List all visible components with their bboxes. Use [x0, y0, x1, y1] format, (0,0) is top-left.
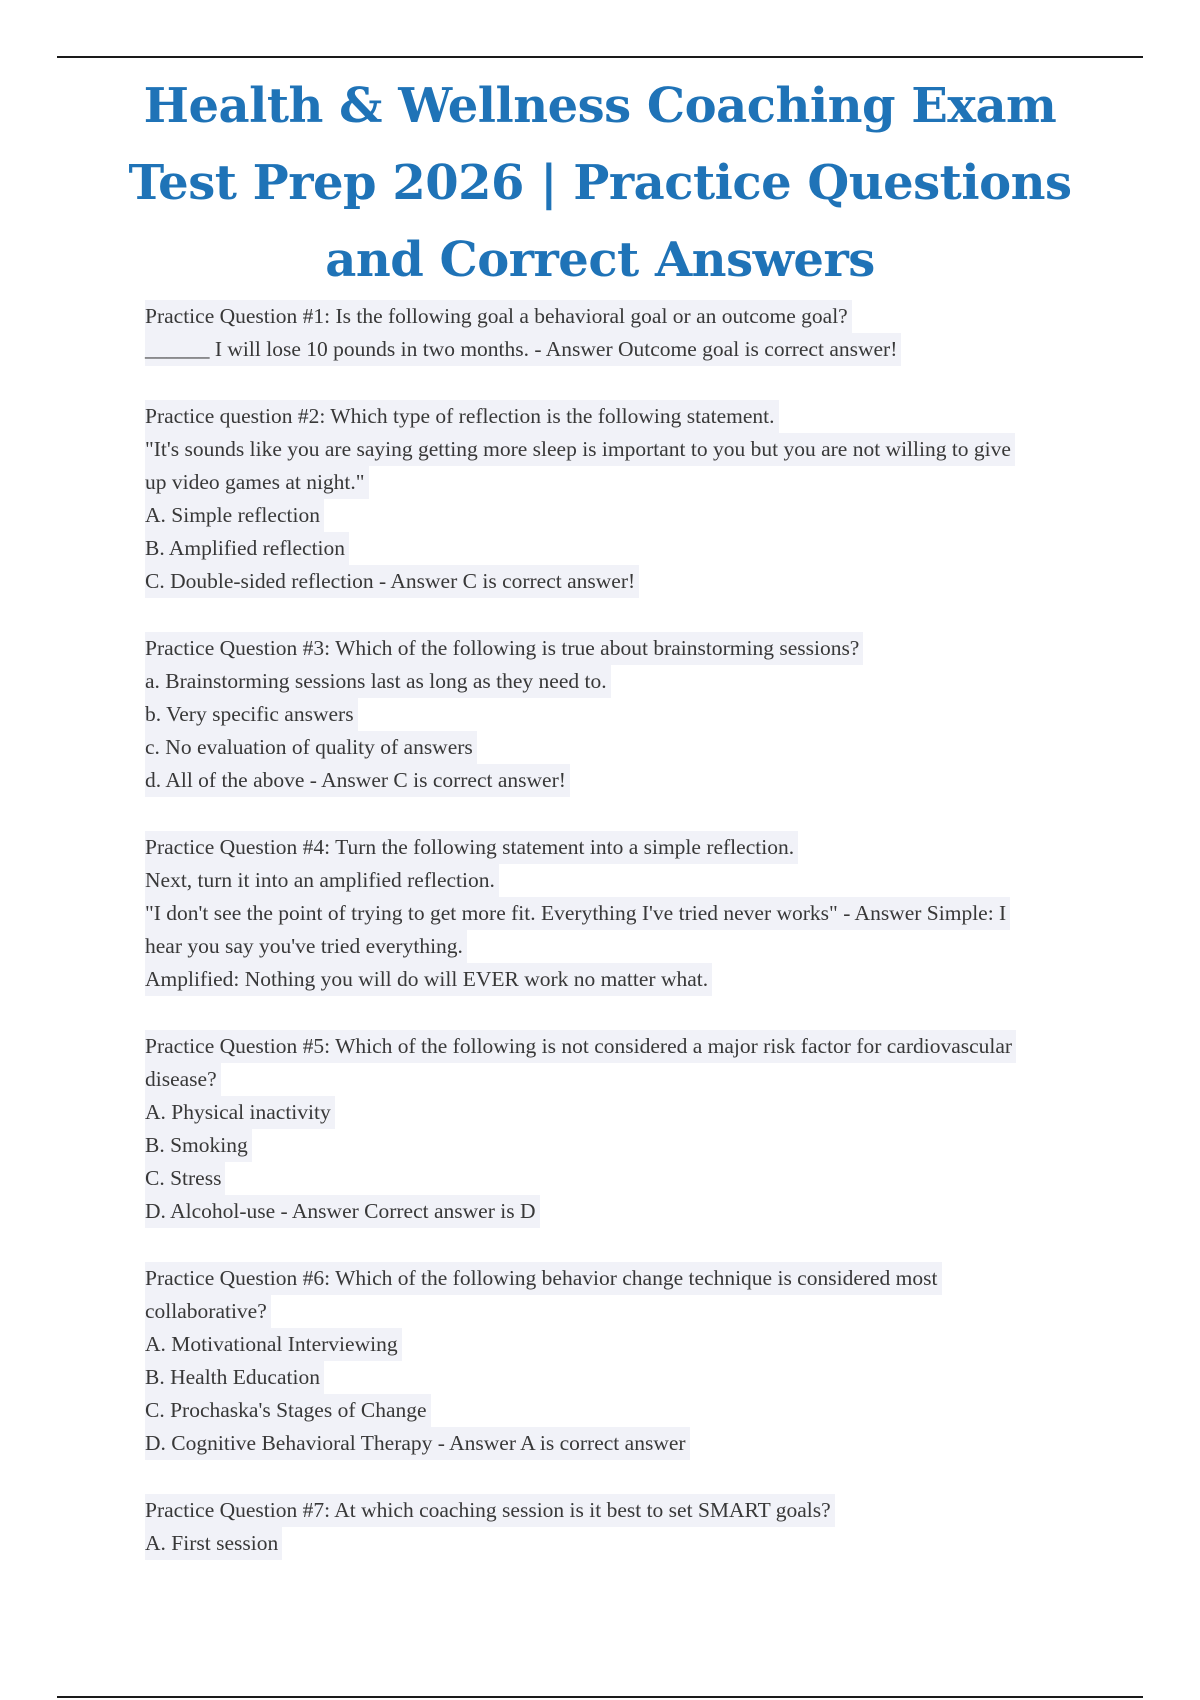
text-line: Practice Question #4: Turn the following statement into a simple reflection. [145, 831, 798, 864]
text-line: Practice Question #3: Which of the following is true about brainstorming sessions? [145, 632, 863, 665]
page-title: Health & Wellness Coaching Exam Test Prep 2026 | Practice Questions and Correct Answers [128, 78, 1072, 288]
text-line: up video games at night." [145, 466, 369, 499]
document-body [145, 300, 1065, 1594]
text-line: Practice Question #5: Which of the following is not considered a major risk factor for cardiovascular [145, 1030, 1016, 1063]
question-3 [145, 632, 1065, 797]
text-line: A. Motivational Interviewing [145, 1328, 402, 1361]
text-line: Practice question #2: Which type of reflection is the following statement. [145, 400, 779, 433]
question-4 [145, 831, 1065, 996]
text-line: B. Smoking [145, 1129, 252, 1162]
text-line: C. Stress [145, 1162, 225, 1195]
bottom-rule [57, 1696, 1143, 1698]
text-line: "It's sounds like you are saying getting more sleep is important to you but you are not willing to give [145, 433, 1015, 466]
text-line: a. Brainstorming sessions last as long as they need to. [145, 665, 611, 698]
text-line: b. Very specific answers [145, 698, 358, 731]
text-line: ______ I will lose 10 pounds in two months. - Answer Outcome goal is correct answer! [145, 333, 901, 366]
question-6 [145, 1262, 1065, 1460]
text-line: C. Double-sided reflection - Answer C is correct answer! [145, 565, 639, 598]
question-1 [145, 300, 1065, 366]
question-2 [145, 400, 1065, 598]
text-line: A. First session [145, 1527, 282, 1560]
text-line: Amplified: Nothing you will do will EVER work no matter what. [145, 963, 712, 996]
text-line: hear you say you've tried everything. [145, 930, 467, 963]
text-line: A. Simple reflection [145, 499, 324, 532]
text-line: "I don't see the point of trying to get more fit. Everything I've tried never works" - Answer Simple: I [145, 897, 1010, 930]
question-5 [145, 1030, 1065, 1228]
text-line: D. Alcohol-use - Answer Correct answer is D [145, 1195, 540, 1228]
text-line: Practice Question #7: At which coaching session is it best to set SMART goals? [145, 1494, 835, 1527]
text-line: D. Cognitive Behavioral Therapy - Answer A is correct answer [145, 1427, 690, 1460]
text-line: c. No evaluation of quality of answers [145, 731, 477, 764]
text-line: d. All of the above - Answer C is correct answer! [145, 764, 570, 797]
text-line: A. Physical inactivity [145, 1096, 335, 1129]
text-line: B. Health Education [145, 1361, 324, 1394]
text-line: C. Prochaska's Stages of Change [145, 1394, 431, 1427]
question-7 [145, 1494, 1065, 1560]
text-line: disease? [145, 1063, 221, 1096]
text-line: collaborative? [145, 1295, 271, 1328]
text-line: Practice Question #6: Which of the following behavior change technique is considered most [145, 1262, 942, 1295]
top-rule [57, 56, 1143, 58]
text-line: Practice Question #1: Is the following goal a behavioral goal or an outcome goal? [145, 300, 852, 333]
text-line: B. Amplified reflection [145, 532, 349, 565]
text-line: Next, turn it into an amplified reflection. [145, 864, 499, 897]
